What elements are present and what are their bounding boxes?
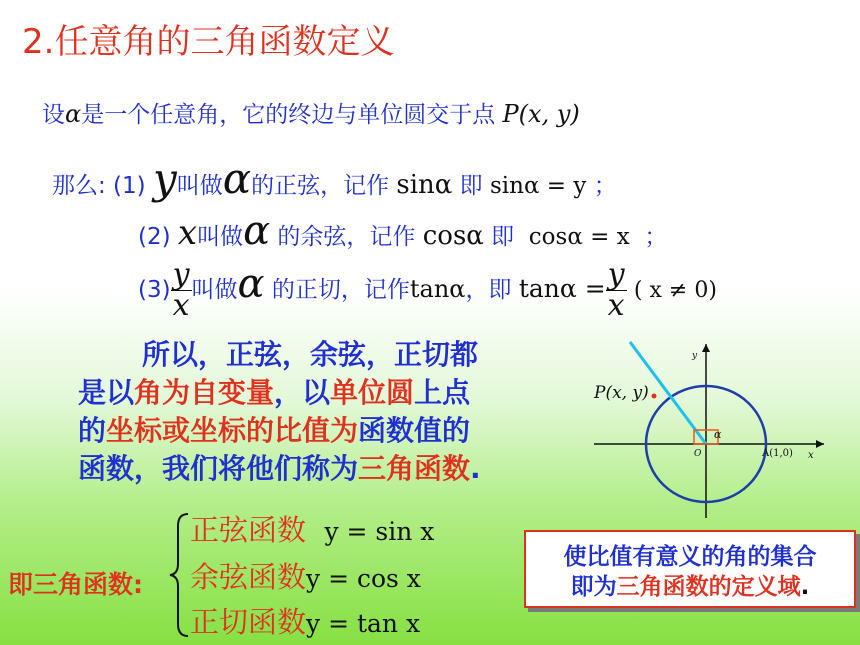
row3-notation: tanα	[409, 275, 466, 303]
note-line-2	[526, 572, 854, 602]
para-line-2	[78, 374, 558, 412]
para-highlight: 三角函数	[358, 452, 471, 485]
row1-formula: sinα = y	[489, 173, 587, 199]
row3-ji: ，即	[465, 277, 512, 303]
function-name: 余弦函数	[190, 560, 307, 594]
row3-fraction	[171, 257, 192, 323]
row1-end: ；	[593, 173, 617, 199]
note-text	[526, 542, 854, 602]
slide-title: 2.任意角的三角函数定义	[22, 22, 395, 62]
row2-formula: cosα = x	[528, 224, 630, 250]
row2-end: ；	[644, 224, 668, 250]
row3-den: x	[172, 288, 190, 323]
origin-label: O	[694, 449, 702, 459]
row2-ji: 即	[491, 224, 515, 250]
para-highlight: 坐标或坐标的比值为	[106, 414, 359, 447]
row1-alpha: α	[222, 154, 252, 203]
point-a-label: A(1,0)	[762, 448, 793, 459]
row3-mid: 叫做	[191, 277, 238, 303]
note-highlight: 三角函数的定义域	[616, 574, 801, 600]
para-line-3	[78, 412, 558, 450]
brace-icon	[166, 510, 192, 640]
row3-fden: x	[607, 288, 625, 323]
function-item-cosine	[190, 555, 421, 596]
row1-after: 的正弦，记作	[251, 173, 390, 199]
summary-paragraph	[78, 336, 558, 488]
para-text: 上点	[414, 376, 471, 409]
y-axis-arrow	[702, 344, 710, 352]
intro-text: 设	[42, 102, 65, 128]
functions-label: 即三角函数:	[8, 570, 143, 599]
definition-domain-note	[524, 530, 856, 608]
row2-var: x	[177, 213, 198, 253]
point-notation: P(x, y)	[502, 100, 580, 128]
para-text: 是以	[78, 376, 135, 409]
function-item-sine	[190, 508, 434, 549]
function-item-tangent	[190, 600, 420, 641]
row1-var: y	[152, 154, 177, 203]
alpha-symbol: α	[65, 100, 82, 128]
para-line-4	[78, 450, 558, 488]
row3-num: y	[172, 257, 190, 292]
note-text-part: 即为	[570, 574, 617, 600]
row3-formula-fraction	[606, 257, 627, 323]
row1-prefix: 那么: (1)	[52, 173, 146, 199]
point-p-dot	[652, 394, 657, 399]
row2-notation: cosα	[422, 221, 484, 251]
point-label: P(x, y)	[594, 383, 649, 403]
function-equation: y = tan x	[306, 609, 421, 638]
row2-prefix: (2)	[138, 224, 171, 250]
definition-sine-row	[52, 154, 617, 203]
row3-alpha: α	[237, 261, 265, 307]
definition-tangent-row	[138, 257, 717, 323]
para-text: 函数值的	[358, 414, 471, 447]
x-axis-label: x	[808, 450, 814, 461]
x-axis-arrow	[816, 440, 824, 448]
row1-mid: 叫做	[176, 173, 223, 199]
function-equation: y = cos x	[306, 564, 421, 593]
row3-condition: ( x ≠ 0)	[633, 278, 717, 303]
row1-ji: 即	[459, 173, 483, 199]
note-text-part: .	[800, 574, 810, 600]
intro-line	[42, 96, 580, 129]
unit-circle-diagram	[586, 338, 836, 523]
para-text: 函数，我们将他们称为	[78, 452, 359, 485]
diagram-alpha-label: α	[714, 428, 722, 441]
definition-cosine-row	[138, 208, 667, 254]
para-text: .	[470, 452, 481, 485]
function-equation: y = sin x	[324, 517, 435, 546]
function-name: 正切函数	[190, 605, 307, 639]
para-highlight: 角为自变量	[134, 376, 275, 409]
row3-fnum: y	[607, 257, 625, 292]
para-text: ，以	[274, 376, 331, 409]
note-line-1: 使比值有意义的角的集合	[563, 544, 817, 570]
row2-alpha: α	[243, 208, 271, 254]
row2-after: 的余弦，记作	[277, 224, 416, 250]
row1-notation: sinα	[396, 170, 453, 200]
para-text: 的	[78, 414, 107, 447]
row3-after: 的正切，记作	[271, 277, 410, 303]
row3-prefix: (3)	[138, 277, 171, 303]
row3-formula-left: tanα =	[518, 274, 606, 303]
intro-rest: 是一个任意角，它的终边与单位圆交于点	[81, 102, 496, 128]
para-line-1: 所以，正弦，余弦，正切都	[142, 338, 479, 371]
y-axis-label: y	[692, 351, 698, 361]
row2-mid: 叫做	[197, 224, 244, 250]
function-name: 正弦函数	[190, 513, 307, 547]
para-highlight: 单位圆	[330, 376, 415, 409]
